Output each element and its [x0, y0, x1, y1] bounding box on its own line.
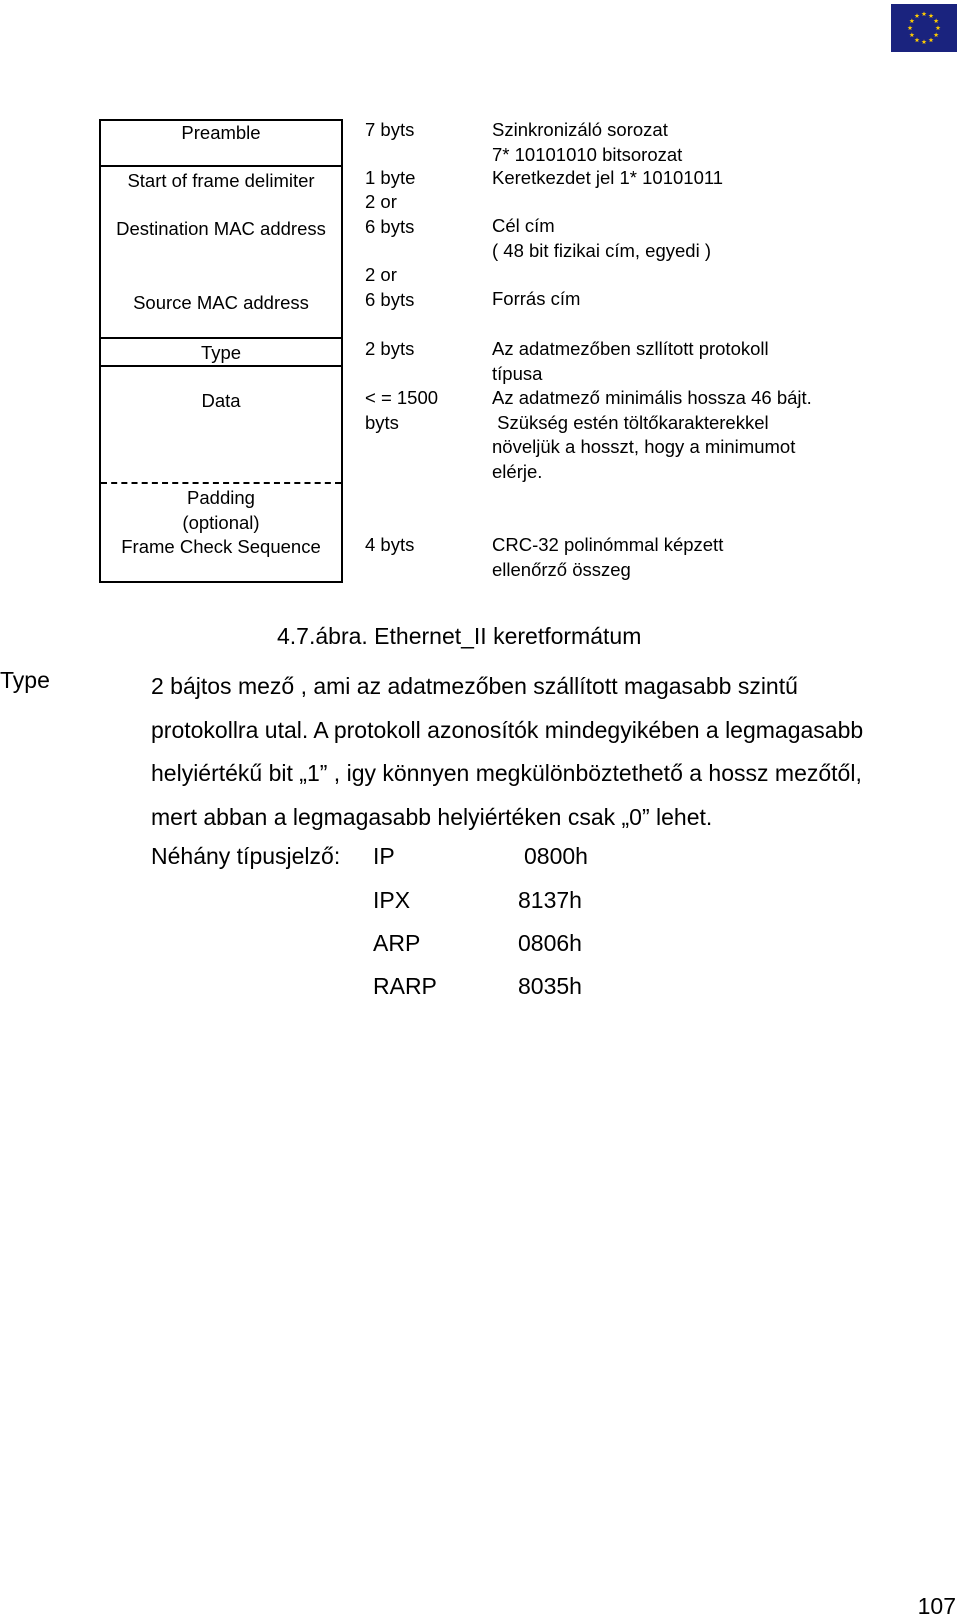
- field-padding: Padding (optional): [182, 487, 260, 533]
- field-destination-mac-address: Destination MAC address: [116, 218, 326, 239]
- size-type: 2 byts: [365, 338, 415, 359]
- eu-flag-background: [891, 4, 957, 52]
- field-start-of-frame-delimiter: Start of frame delimiter: [127, 170, 315, 191]
- paragraph-line: protokollra utal. A protokoll azonosítók mindegyikében a legmagasabb: [151, 716, 864, 743]
- desc-data: Az adatmező minimális hossza 46 bájt. Szükség estén töltőkarakterekkel növeljük a hosszt, hogy a minimumot elérje.: [492, 387, 812, 482]
- field-divider: [101, 165, 341, 167]
- desc-destination-mac-address: Cél cím ( 48 bit fizikai cím, egyedi ): [492, 215, 711, 261]
- type-codes-label: Néhány típusjelző:: [151, 843, 341, 869]
- paragraph-line: helyiértékű bit „1” , igy könnyen megkülönböztethető a hossz mezőtől,: [151, 760, 862, 786]
- desc-type: Az adatmezőben szllított protokoll típusa: [492, 338, 769, 384]
- size-start-of-frame-delimiter: 1 byte: [365, 167, 416, 188]
- size-source-mac-address: 2 or 6 byts: [365, 264, 415, 310]
- field-type: Type: [200, 342, 242, 363]
- field-divider-dashed: [101, 482, 341, 484]
- desc-frame-check-sequence: CRC-32 polinómmal képzett ellenőrző összeg: [492, 534, 724, 580]
- field-source-mac-address: Source MAC address: [133, 292, 309, 313]
- size-frame-check-sequence: 4 byts: [365, 534, 415, 555]
- type-code-rarp: 8035h: [518, 973, 582, 999]
- definition-term: Type: [0, 667, 50, 693]
- type-code-ipx: 8137h: [518, 887, 582, 913]
- type-code-ip: 0800h: [524, 843, 588, 869]
- field-preamble: Preamble: [181, 122, 261, 143]
- type-code-arp: 0806h: [518, 930, 582, 956]
- desc-start-of-frame-delimiter: Keretkezdet jel 1* 10101011: [492, 167, 724, 188]
- type-name-arp: ARP: [373, 930, 421, 956]
- field-divider: [101, 337, 341, 339]
- desc-source-mac-address: Forrás cím: [492, 288, 581, 309]
- definition-paragraph: [151, 665, 951, 839]
- size-destination-mac-address: 2 or 6 byts: [365, 191, 415, 237]
- type-name-rarp: RARP: [373, 973, 437, 999]
- frame-diagram: [99, 119, 343, 583]
- type-name-ipx: IPX: [373, 887, 411, 913]
- field-data: Data: [201, 390, 241, 411]
- field-frame-check-sequence: Frame Check Sequence: [121, 536, 321, 557]
- desc-preamble: Szinkronizáló sorozat 7* 10101010 bitsorozat: [492, 119, 683, 165]
- eu-flag-icon: [891, 4, 957, 52]
- figure-caption: 4.7.ábra. Ethernet_II keretformátum: [277, 623, 642, 649]
- paragraph-line: 2 bájtos mező , ami az adatmezőben szállított magasabb szintű: [151, 673, 798, 699]
- size-preamble: 7 byts: [365, 119, 415, 140]
- page-number: 107: [917, 1593, 956, 1619]
- paragraph-line: mert abban a legmagasabb helyiértéken csak „0” lehet.: [151, 803, 713, 830]
- field-divider: [101, 365, 341, 367]
- size-data: < = 1500 byts: [365, 387, 439, 433]
- type-name-ip: IP: [373, 843, 395, 869]
